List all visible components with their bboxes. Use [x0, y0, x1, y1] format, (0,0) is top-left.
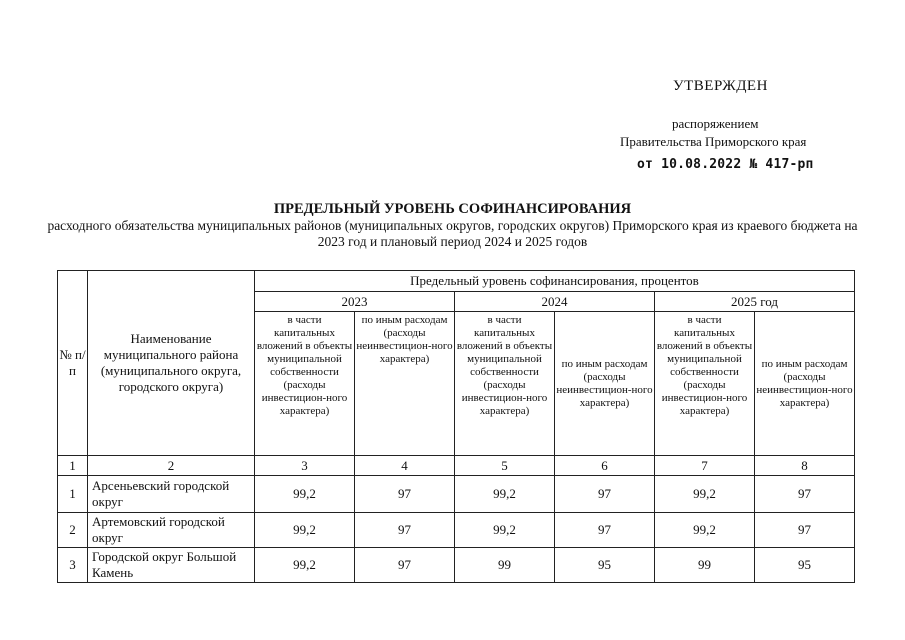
row-value: 99,2 — [655, 513, 755, 548]
document-title: ПРЕДЕЛЬНЫЙ УРОВЕНЬ СОФИНАНСИРОВАНИЯ — [273, 201, 632, 217]
col-number: 2 — [88, 456, 255, 476]
row-name: Артемовский городской округ — [88, 513, 255, 548]
header-year-2025: 2025 год — [655, 292, 855, 312]
row-value: 97 — [355, 476, 455, 513]
header-capital-2024: в части капитальных вложений в объекты муниципальной собственности (расходы инвестицион-ного характера) — [455, 312, 555, 456]
header-capital-2025: в части капитальных вложений в объекты муниципальной собственности (расходы инвестицион-ного характера) — [655, 312, 755, 456]
col-number: 4 — [355, 456, 455, 476]
header-other-2023: по иным расходам (расходы неинвестицион-ного характера) — [355, 312, 455, 456]
row-number: 1 — [58, 476, 88, 513]
row-value: 97 — [355, 513, 455, 548]
table-row — [58, 548, 855, 583]
column-number-row — [58, 456, 855, 476]
row-number: 2 — [58, 513, 88, 548]
header-other-2024: по иным расходам (расходы неинвестицион-ного характера) — [555, 312, 655, 456]
row-value: 99,2 — [455, 476, 555, 513]
header-number: № п/п — [58, 271, 88, 456]
row-value: 99,2 — [655, 476, 755, 513]
row-value: 97 — [355, 548, 455, 583]
cofinancing-table — [57, 270, 855, 583]
col-number: 1 — [58, 456, 88, 476]
header-other-2025: по иным расходам (расходы неинвестицион-ного характера) — [755, 312, 855, 456]
decree-number: от 10.08.2022 № 417-рп — [637, 157, 814, 172]
row-value: 99,2 — [255, 548, 355, 583]
table-row — [58, 476, 855, 513]
row-number: 3 — [58, 548, 88, 583]
col-number: 7 — [655, 456, 755, 476]
col-number: 5 — [455, 456, 555, 476]
row-value: 97 — [555, 476, 655, 513]
approved-government: Правительства Приморского края — [620, 134, 807, 149]
header-year-2023: 2023 — [255, 292, 455, 312]
approved-title: УТВЕРЖДЕН — [673, 78, 768, 94]
table-row — [58, 513, 855, 548]
col-number: 3 — [255, 456, 355, 476]
row-value: 99,2 — [255, 476, 355, 513]
header-group: Предельный уровень софинансирования, процентов — [255, 271, 855, 292]
row-value: 97 — [755, 513, 855, 548]
col-number: 6 — [555, 456, 655, 476]
row-value: 99 — [655, 548, 755, 583]
approved-by: распоряжением — [672, 116, 759, 131]
row-value: 97 — [555, 513, 655, 548]
header-name: Наименование муниципального района (муниципального округа, городского округа) — [88, 271, 255, 456]
row-value: 99,2 — [455, 513, 555, 548]
header-year-2024: 2024 — [455, 292, 655, 312]
row-name: Арсеньевский городской округ — [88, 476, 255, 513]
row-value: 95 — [755, 548, 855, 583]
row-name: Городской округ Большой Камень — [88, 548, 255, 583]
row-value: 97 — [755, 476, 855, 513]
header-row-group — [58, 271, 855, 292]
row-value: 99 — [455, 548, 555, 583]
row-value: 95 — [555, 548, 655, 583]
col-number: 8 — [755, 456, 855, 476]
document-subtitle: расходного обязательства муниципальных районов (муниципальных округов, городских округов) Приморского края из краевого бюджета на 2023 год и плановый период 2024 и 2025 годов — [47, 218, 858, 249]
row-value: 99,2 — [255, 513, 355, 548]
header-capital-2023: в части капитальных вложений в объекты муниципальной собственности (расходы инвестицион-ного характера) — [255, 312, 355, 456]
